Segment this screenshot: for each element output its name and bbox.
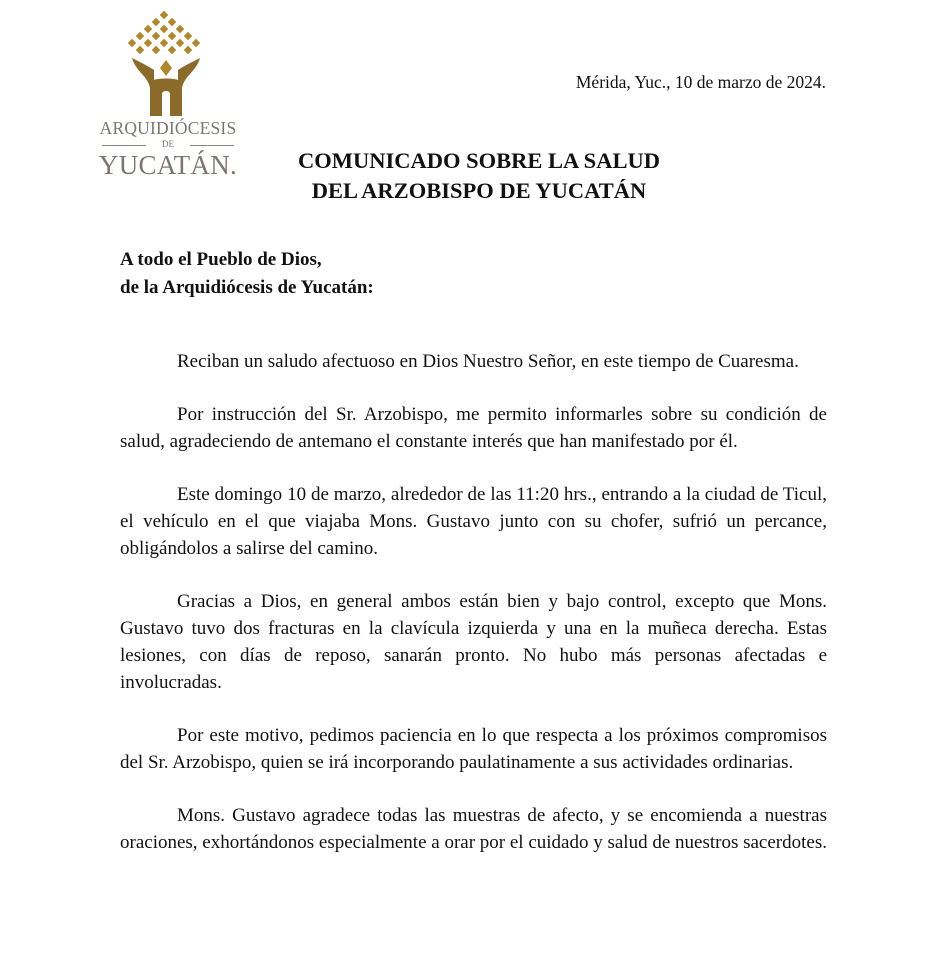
paragraph-patience: Por este motivo, pedimos paciencia en lo que respecta a los próximos compromisos del Sr. Arzobispo, quien se irá incorporando paulatinamente a sus actividades ordinarias. — [120, 725, 827, 773]
logo-line-de-text: DE — [162, 138, 174, 149]
document-date: Mérida, Yuc., 10 de marzo de 2024. — [575, 72, 826, 92]
greeting — [120, 246, 374, 302]
paragraph-greeting: Reciban un saludo afectuoso en Dios Nuestro Señor, en este tiempo de Cuaresma. — [177, 351, 799, 372]
letter-body — [120, 348, 827, 882]
logo-divider-right — [190, 145, 234, 146]
greeting-line-2: de la Arquidiócesis de Yucatán: — [120, 277, 374, 298]
title-line-2: DEL ARZOBISPO DE YUCATÁN — [311, 178, 647, 203]
logo-divider-left — [102, 145, 146, 146]
paragraph-instruction: Por instrucción del Sr. Arzobispo, me permito informarles sobre su condición de salud, agradeciendo de antemano el constante interés que han manifestado por él. — [120, 404, 827, 452]
paragraph-injuries: Gracias a Dios, en general ambos están bien y bajo control, excepto que Mons. Gustavo tuvo dos fracturas en la clavícula izquierda y una en la muñeca derecha. Estas lesiones, con días de reposo, sanarán pronto. No hubo más personas afectadas e involucradas. — [120, 591, 827, 693]
logo-line-de — [92, 140, 244, 151]
paragraph-gratitude: Mons. Gustavo agradece todas las muestras de afecto, y se encomienda a nuestras oraciones, exhortándonos especialmente a orar por el cuidado y salud de nuestros sacerdotes. — [120, 805, 827, 853]
archdiocese-logo-text — [92, 120, 244, 179]
logo-line-yucatan: YUCATÁN. — [98, 149, 238, 180]
document-title — [255, 146, 703, 206]
archdiocese-logo-icon — [126, 10, 206, 120]
greeting-line-1: A todo el Pueblo de Dios, — [120, 249, 322, 270]
title-line-1: COMUNICADO SOBRE LA SALUD — [298, 148, 660, 173]
paragraph-accident: Este domingo 10 de marzo, alrededor de las 11:20 hrs., entrando a la ciudad de Ticul, el vehículo en el que viajaba Mons. Gustavo junto con su chofer, sufrió un percance, obligándolos a salirse del camino. — [120, 484, 827, 559]
logo-line-arquidiocesis: ARQUIDIÓCESIS — [99, 118, 237, 138]
